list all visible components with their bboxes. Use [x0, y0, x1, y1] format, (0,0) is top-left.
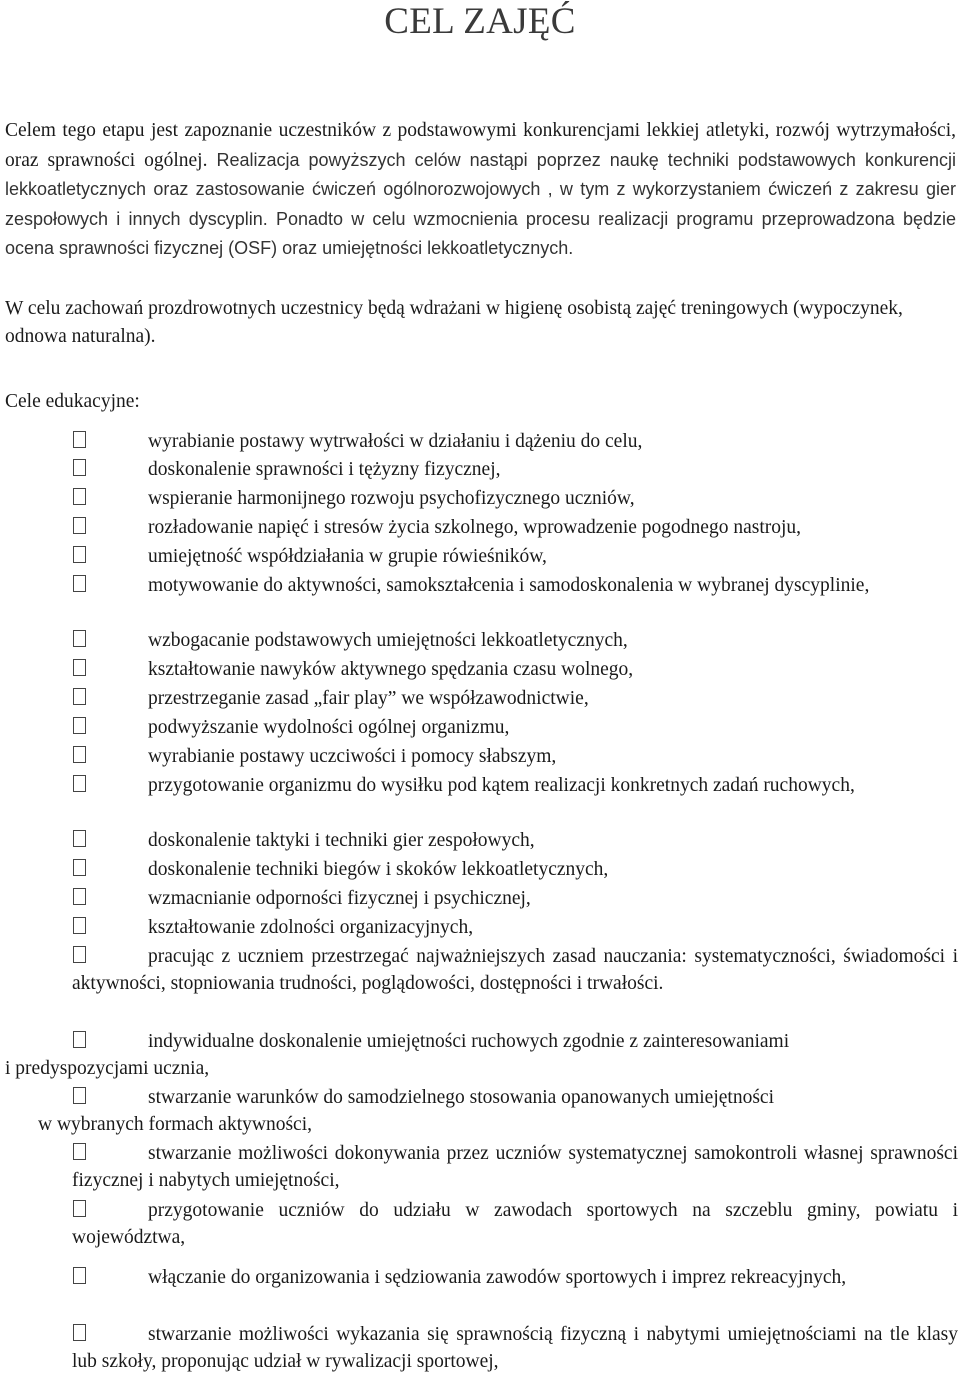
goal-item: [72, 943, 958, 1028]
goal-item: [72, 827, 958, 856]
goal-text: kształtowanie nawyków aktywnego spędzania czasu wolnego,: [148, 658, 634, 680]
checkbox-icon: [73, 1031, 86, 1048]
goal-item: [72, 885, 958, 914]
goal-item: [72, 1197, 958, 1264]
goal-text: umiejętność współdziałania w grupie rówieśników,: [148, 545, 547, 567]
goal-text: przygotowanie organizmu do wysiłku pod kątem realizacji konkretnych zadań ruchowych,: [148, 774, 855, 796]
goal-item: [72, 485, 958, 514]
checkbox-icon: [73, 459, 86, 476]
goal-item: [72, 572, 958, 627]
goal-text: podwyższanie wydolności ogólnej organizmu,: [148, 716, 510, 738]
checkbox-icon: [73, 630, 86, 647]
goal-item: [72, 1321, 958, 1378]
checkbox-icon: [73, 1267, 86, 1284]
checkbox-icon: [73, 717, 86, 734]
goal-item: [72, 743, 958, 772]
goal-item: [72, 656, 958, 685]
checkbox-icon: [73, 659, 86, 676]
goal-text: wspieranie harmonijnego rozwoju psychofizycznego uczniów,: [148, 487, 635, 509]
goal-text: indywidualne doskonalenie umiejętności ruchowych zgodnie z zainteresowaniami: [148, 1030, 790, 1052]
checkbox-icon: [73, 859, 86, 876]
goal-text: stwarzanie warunków do samodzielnego stosowania opanowanych umiejętności: [148, 1086, 774, 1108]
goal-item: [72, 428, 958, 456]
goal-text: wyrabianie postawy uczciwości i pomocy słabszym,: [148, 745, 557, 767]
checkbox-icon: [73, 917, 86, 934]
intro-sentence-2: Realizacja powyższych celów nastąpi poprzez naukę techniki podstawowych konkurencji lekkoatletycznych oraz zastosowanie ćwiczeń ogólnorozwojowych , w tym z wykorzystaniem ćwiczeń z zakresu gier zespołowych i innych dyscyplin. Ponadto w celu wzmocnienia procesu realizacji programu przeprowadzona będzie ocena sprawności fizycznej (OSF) oraz umiejętności lekkoatletycznych.: [5, 149, 956, 259]
goal-item: [72, 456, 958, 485]
checkbox-icon: [73, 488, 86, 505]
goal-text: doskonalenie sprawności i tężyzny fizycznej,: [148, 458, 501, 480]
goal-text: doskonalenie techniki biegów i skoków lekkoatletycznych,: [148, 858, 609, 880]
checkbox-icon: [73, 946, 86, 963]
goal-item: [72, 514, 958, 543]
checkbox-icon: [73, 688, 86, 705]
goal-item: [72, 1028, 958, 1055]
goal-text: doskonalenie taktyki i techniki gier zespołowych,: [148, 829, 535, 851]
goal-item: [38, 1111, 958, 1140]
goal-item: [72, 1084, 958, 1111]
goal-item: [5, 1055, 958, 1084]
intro-paragraph: [5, 117, 956, 264]
goal-item: [72, 714, 958, 743]
goal-text: przygotowanie uczniów do udziału w zawodach sportowych na szczeblu gminy, powiatu i województwa,: [72, 1199, 958, 1249]
goal-text: i predyspozycjami ucznia,: [5, 1057, 210, 1079]
checkbox-icon: [73, 546, 86, 563]
section-heading: Cele edukacyjne:: [5, 391, 140, 412]
goal-text: przestrzeganie zasad „fair play” we współzawodnictwie,: [148, 687, 589, 709]
checkbox-icon: [73, 830, 86, 847]
goal-item: [72, 685, 958, 714]
intro-sentence-1: Celem tego etapu jest zapoznanie uczestników z podstawowymi konkurencjami lekkiej atletyki, rozwój wytrzymałości, oraz sprawności ogólnej.: [5, 120, 956, 171]
checkbox-icon: [73, 1087, 86, 1104]
goal-text: wyrabianie postawy wytrwałości w działaniu i dążeniu do celu,: [148, 431, 643, 452]
checkbox-icon: [73, 431, 86, 448]
goal-item: [72, 856, 958, 885]
goal-item: [72, 543, 958, 572]
checkbox-icon: [73, 1324, 86, 1341]
goal-item: [72, 772, 958, 827]
goal-item: [72, 914, 958, 943]
goal-text: pracując z uczniem przestrzegać najważniejszych zasad nauczania: systematyczności, świadomości i aktywności, stopniowania trudności, poglądowości, dostępności i trwałości.: [72, 945, 958, 995]
goal-item: [72, 627, 958, 656]
goal-text: rozładowanie napięć i stresów życia szkolnego, wprowadzenie pogodnego nastroju,: [148, 516, 802, 538]
goal-text: w wybranych formach aktywności,: [38, 1113, 312, 1135]
checkbox-icon: [73, 1200, 86, 1217]
goal-text: włączanie do organizowania i sędziowania zawodów sportowych i imprez rekreacyjnych,: [148, 1266, 847, 1288]
checkbox-icon: [73, 517, 86, 534]
goal-item: [72, 1140, 958, 1197]
checkbox-icon: [73, 775, 86, 792]
hygiene-paragraph: W celu zachowań prozdrowotnych uczestnicy będą wdrażani w higienę osobistą zajęć treningowych (wypoczynek, odnowa naturalna).: [5, 298, 903, 347]
goal-text: wzbogacanie podstawowych umiejętności lekkoatletycznych,: [148, 629, 628, 651]
checkbox-icon: [73, 888, 86, 905]
checkbox-icon: [73, 1143, 86, 1160]
goal-text: stwarzanie możliwości dokonywania przez uczniów systematycznej samokontroli własnej sprawności fizycznej i nabytych umiejętności,: [72, 1142, 958, 1192]
goal-text: motywowanie do aktywności, samokształcenia i samodoskonalenia w wybranej dyscyplinie,: [148, 574, 870, 596]
checkbox-icon: [73, 575, 86, 592]
checkbox-icon: [73, 746, 86, 763]
goal-text: stwarzanie możliwości wykazania się sprawnością fizyczną i nabytymi umiejętnościami na tle klasy lub szkoły, proponując udział w rywalizacji sportowej,: [72, 1323, 958, 1373]
goal-text: wzmacnianie odporności fizycznej i psychicznej,: [148, 887, 531, 909]
goal-item: [72, 1264, 958, 1321]
goal-text: kształtowanie zdolności organizacyjnych,: [148, 916, 474, 938]
goals-list: [5, 428, 958, 1378]
page-title: CEL ZAJĘĆ: [384, 1, 576, 42]
